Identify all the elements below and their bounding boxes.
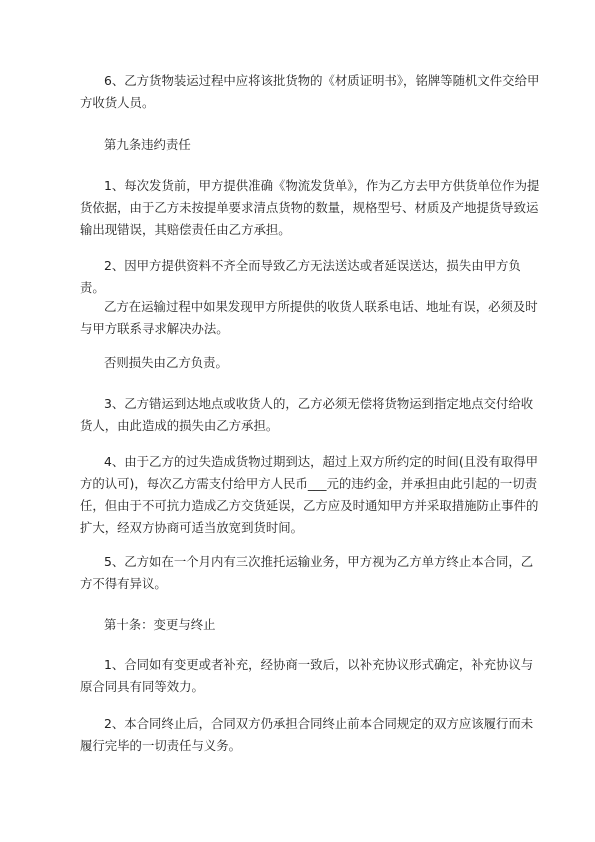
- clause-10-item-1: 1、合同如有变更或者补充，经协商一致后，以补充协议形式确定，补充协议与原合同具有同等效力。: [80, 657, 534, 694]
- clause-9-item-2-note: 乙方在运输过程中如果发现甲方所提供的收货人联系电话、地址有误，必须及时与甲方联系寻求解决办法。: [80, 299, 538, 336]
- clause-9-item-3: 3、乙方错运到达地点或收货人的，乙方必须无偿将货物运到指定地点交付给收货人，由此造成的损失由乙方承担。: [80, 396, 534, 433]
- clause-9-item-5: 5、乙方如在一个月内有三次推托运输业务，甲方视为乙方单方终止本合同，乙方不得有异议。: [80, 554, 534, 591]
- clause-9-item-1: 1、每次发货前，甲方提供准确《物流发货单》，作为乙方去甲方供货单位作为提货依据，由于乙方未按提单要求清点货物的数量，规格型号、材质及产地提货导致运输出现错误，其赔偿责任由乙方承担。: [80, 178, 540, 237]
- article-10-heading: 第十条：变更与终止: [104, 617, 216, 632]
- clause-10-item-2: 2、本合同终止后，合同双方仍承担合同终止前本合同规定的双方应该履行而未履行完毕的一切责任与义务。: [80, 716, 534, 753]
- clause-8-item-6: 6、乙方货物装运过程中应将该批货物的《材质证明书》，铭牌等随机文件交给甲方收货人员。: [80, 73, 540, 110]
- clause-9-item-2: 2、因甲方提供资料不齐全而导致乙方无法送达或者延误送达，损失由甲方负责。: [80, 258, 521, 295]
- article-9-heading: 第九条违约责任: [104, 137, 191, 152]
- clause-9-item-2-note-end: 否则损失由乙方负责。: [104, 355, 228, 370]
- clause-9-item-4: 4、由于乙方的过失造成货物过期到达，超过上双方所约定的时间(且没有取得甲方的认可)，每次乙方需支付给甲方人民币___元的违约金，并承担由此引起的一切责任，但由于不可抗力造成乙方交货延误，乙方应及时通知甲方并采取措施防止事件的扩大，经双方协商可适当放宽到货时间。: [80, 454, 539, 535]
